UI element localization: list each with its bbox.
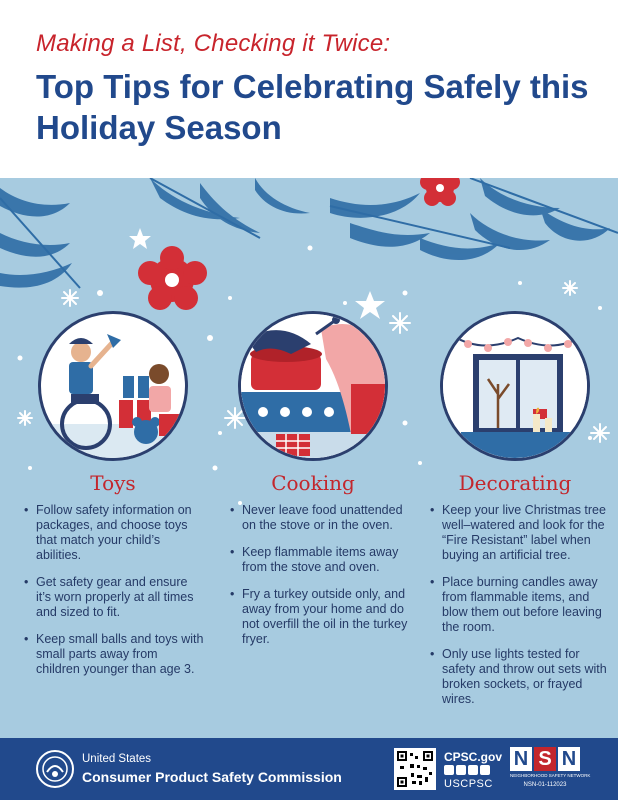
nsn-logo <box>510 747 591 788</box>
list-item: • Fry a turkey outside only, and away from your home and do not overfill the oil in the turkey fryer. <box>228 587 410 647</box>
kicker-text: Making a List, Checking it Twice: <box>36 30 391 57</box>
decorating-illustration <box>440 311 590 461</box>
toys-tips <box>22 503 204 689</box>
social-icons <box>444 765 490 775</box>
nsn-code: NSN-01-112023 <box>523 782 567 788</box>
youtube-icon[interactable] <box>480 765 490 775</box>
social-handle: USCPSC <box>444 778 493 790</box>
toys-heading: Toys <box>90 471 136 495</box>
qr-code-icon[interactable] <box>394 748 436 790</box>
toys-illustration <box>38 311 188 461</box>
agency-line-1: United States <box>82 753 152 765</box>
cooking-tips <box>228 503 410 659</box>
list-item: • Keep your live Christmas tree well–watered and look for the “Fire Resistant” label when buying an artificial tree. <box>428 503 610 563</box>
list-item: • Never leave food unattended on the stove or in the oven. <box>228 503 410 533</box>
list-item: • Place burning candles away from flammable items, and blow them out before leaving the room. <box>428 575 610 635</box>
x-icon[interactable] <box>468 765 478 775</box>
list-item: • Only use lights tested for safety and throw out sets with broken sockets, or frayed wires. <box>428 647 610 707</box>
nsn-label: NEIGHBORHOOD SAFETY NETWORK <box>510 773 591 778</box>
website-link[interactable]: CPSC.gov <box>444 750 503 764</box>
tips-panel <box>0 178 618 738</box>
cooking-illustration <box>238 311 388 461</box>
nsn-letter: N <box>558 747 580 771</box>
decorating-heading: Decorating <box>458 471 572 495</box>
flower-icon <box>420 178 460 206</box>
instagram-icon[interactable] <box>456 765 466 775</box>
nsn-letter: N <box>510 747 532 771</box>
decorating-tips <box>428 503 610 719</box>
footer <box>0 738 618 800</box>
page-title: Top Tips for Celebrating Safely this Holiday Season <box>36 68 589 146</box>
cpsc-seal-icon <box>36 750 74 788</box>
facebook-icon[interactable] <box>444 765 454 775</box>
list-item: • Keep small balls and toys with small parts away from children younger than age 3. <box>22 632 204 677</box>
cooking-heading: Cooking <box>271 471 355 495</box>
agency-name: Consumer Product Safety Commission <box>82 769 342 785</box>
flower-icon <box>138 246 207 310</box>
nsn-letter: S <box>534 747 556 771</box>
list-item: • Follow safety information on packages, and choose toys that match your child’s abilities. <box>22 503 204 563</box>
header <box>0 0 618 178</box>
list-item: • Keep flammable items away from the stove and oven. <box>228 545 410 575</box>
list-item: • Get safety gear and ensure it’s worn properly at all times and sized to fit. <box>22 575 204 620</box>
